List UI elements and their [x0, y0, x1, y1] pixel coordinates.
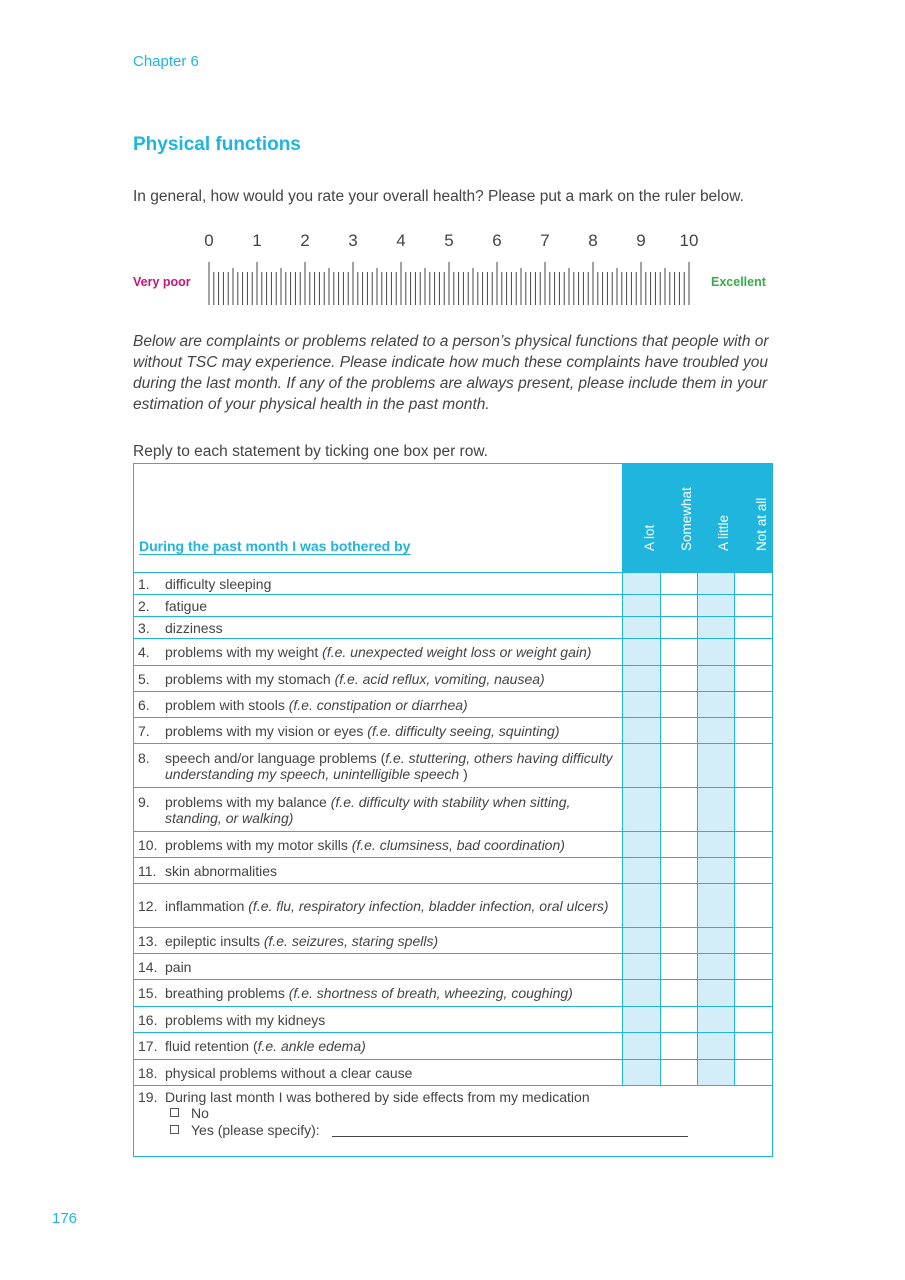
- answer-box-somewhat[interactable]: [661, 744, 698, 788]
- item-text: problem with stools: [165, 696, 289, 713]
- answer-box-a-little[interactable]: [698, 858, 735, 884]
- item-number: 11.: [138, 862, 157, 879]
- answer-box-a-lot[interactable]: [623, 980, 661, 1007]
- answer-box-not-at-all[interactable]: [735, 884, 773, 928]
- item-cell: [134, 639, 623, 666]
- ruler-number: 9: [636, 231, 646, 250]
- item-example: (f.e. unexpected weight loss or weight gain): [322, 644, 592, 660]
- item-text: During last month I was bothered by side effects from my medication: [165, 1089, 590, 1105]
- option-label: Somewhat: [679, 487, 694, 551]
- option-header-somewhat: [661, 464, 698, 573]
- answer-box-somewhat[interactable]: [661, 595, 698, 617]
- item-example: (f.e. seizures, staring spells): [263, 932, 439, 949]
- answer-box-a-lot[interactable]: [623, 1033, 661, 1060]
- item-number: 2.: [138, 597, 150, 614]
- answer-box-a-lot[interactable]: [623, 744, 661, 788]
- answer-box-somewhat[interactable]: [661, 639, 698, 666]
- item-text: problems with my stomach: [165, 670, 335, 687]
- ruler-number: 3: [348, 231, 358, 250]
- item-text: skin abnormalities: [165, 862, 278, 879]
- item-cell: [134, 1007, 623, 1033]
- ruler-number: 7: [540, 231, 550, 250]
- answer-box-somewhat[interactable]: [661, 788, 698, 832]
- answer-box-somewhat[interactable]: [661, 1060, 698, 1086]
- answer-box-not-at-all[interactable]: [735, 928, 773, 954]
- option-no[interactable]: [138, 1105, 768, 1122]
- answer-box-somewhat[interactable]: [661, 954, 698, 980]
- answer-box-a-lot[interactable]: [623, 1060, 661, 1086]
- item-text: fatigue: [165, 597, 208, 614]
- checkbox-icon[interactable]: [170, 1108, 179, 1117]
- item-example: (f.e. difficulty with stability when sitting, standing, or walking): [165, 793, 571, 826]
- answer-box-not-at-all[interactable]: [735, 744, 773, 788]
- answer-box-somewhat[interactable]: [661, 980, 698, 1007]
- item-cell: [134, 858, 623, 884]
- table-row-medication: [134, 1086, 773, 1157]
- answer-box-a-little[interactable]: [698, 617, 735, 639]
- item-cell: [134, 692, 623, 718]
- item-number: 7.: [138, 722, 150, 739]
- answer-box-a-little[interactable]: [698, 1007, 735, 1033]
- item-text: problems with my kidneys: [165, 1011, 326, 1028]
- item-text: problems with my motor skills: [165, 836, 352, 853]
- ruler-number: 2: [300, 231, 310, 250]
- item-cell: [134, 573, 623, 595]
- answer-box-a-little[interactable]: [698, 666, 735, 692]
- table-row: [134, 1060, 773, 1086]
- health-rating-ruler[interactable]: [120, 225, 780, 315]
- answer-box-a-little[interactable]: [698, 692, 735, 718]
- ruler-right-label: Excellent: [711, 275, 766, 289]
- item-text: problems with my balance: [165, 793, 331, 810]
- table-row: [134, 573, 773, 595]
- item-number: 15.: [138, 985, 158, 1001]
- option-header-a-little: [698, 464, 735, 573]
- table-row: [134, 1033, 773, 1060]
- item-example: (f.e. constipation or diarrhea): [288, 696, 468, 713]
- answer-box-a-lot[interactable]: [623, 617, 661, 639]
- answer-box-somewhat[interactable]: [661, 1007, 698, 1033]
- item-number: 6.: [138, 696, 150, 713]
- answer-box-not-at-all[interactable]: [735, 1060, 773, 1086]
- item-cell: [134, 744, 623, 788]
- item-text: inflammation: [165, 897, 249, 914]
- section-title: Physical functions: [133, 134, 301, 155]
- answer-box-not-at-all[interactable]: [735, 617, 773, 639]
- answer-box-a-lot[interactable]: [623, 573, 661, 595]
- answer-box-a-little[interactable]: [698, 718, 735, 744]
- answer-box-a-little[interactable]: [698, 639, 735, 666]
- item-text: physical problems without a clear cause: [165, 1064, 413, 1081]
- item-example: (f.e. flu, respiratory infection, bladder infection, oral ulcers): [248, 897, 609, 914]
- answer-box-not-at-all[interactable]: [735, 832, 773, 858]
- answer-box-a-lot[interactable]: [623, 1007, 661, 1033]
- answer-box-somewhat[interactable]: [661, 858, 698, 884]
- item-text: speech and/or language problems (: [165, 749, 386, 766]
- item-cell: [134, 595, 623, 617]
- item-cell: [134, 954, 623, 980]
- answer-box-a-little[interactable]: [698, 573, 735, 595]
- item-number: 5.: [138, 670, 150, 687]
- answer-box-a-lot[interactable]: [623, 884, 661, 928]
- item-example: (f.e. clumsiness, bad coordination): [351, 836, 565, 853]
- answer-box-a-lot[interactable]: [623, 666, 661, 692]
- answer-box-not-at-all[interactable]: [735, 1007, 773, 1033]
- answer-box-not-at-all[interactable]: [735, 980, 773, 1007]
- ruler-left-label: Very poor: [133, 275, 191, 289]
- item-text: pain: [165, 958, 192, 975]
- item-number: 1.: [138, 575, 150, 592]
- answer-box-not-at-all[interactable]: [735, 1033, 773, 1060]
- item-cell: [134, 884, 623, 928]
- answer-box-a-little[interactable]: [698, 980, 735, 1007]
- item-text: breathing problems: [165, 985, 289, 1001]
- symptom-table: [133, 463, 773, 1157]
- ruler-number: 0: [204, 231, 214, 250]
- chapter-label: Chapter 6: [133, 53, 199, 70]
- intro-paragraph: Below are complaints or problems related to a person’s physical functions that people with or without TSC may experience. Please indicate how much these complaints have troubled you during the last month. If any of the problems are always present, please include them in your estimation of your physical health in the past month.: [133, 333, 769, 413]
- intro-text: [133, 331, 773, 415]
- item-number: 18.: [138, 1064, 158, 1081]
- answer-box-a-little[interactable]: [698, 954, 735, 980]
- answer-box-somewhat[interactable]: [661, 928, 698, 954]
- medication-question-cell: [134, 1086, 773, 1157]
- answer-box-somewhat[interactable]: [661, 666, 698, 692]
- table-row: [134, 617, 773, 639]
- checkbox-icon[interactable]: [170, 1125, 179, 1134]
- item-number: 12.: [138, 897, 158, 914]
- table-row: [134, 639, 773, 666]
- answer-box-a-lot[interactable]: [623, 692, 661, 718]
- answer-box-not-at-all[interactable]: [735, 718, 773, 744]
- item-cell: [134, 666, 623, 692]
- item-text: fluid retention (: [165, 1038, 258, 1054]
- table-row: [134, 788, 773, 832]
- item-cell: [134, 832, 623, 858]
- option-no-label: No: [191, 1105, 209, 1121]
- table-row: [134, 954, 773, 980]
- item-example: (f.e. difficulty seeing, squinting): [367, 722, 560, 739]
- option-header-a-lot: [623, 464, 661, 573]
- answer-box-not-at-all[interactable]: [735, 666, 773, 692]
- option-label: A little: [716, 514, 731, 551]
- answer-box-somewhat[interactable]: [661, 692, 698, 718]
- answer-box-a-lot[interactable]: [623, 595, 661, 617]
- item-example: (f.e. shortness of breath, wheezing, coughing): [288, 985, 573, 1001]
- item-number: 14.: [138, 958, 158, 975]
- item-cell: [134, 980, 623, 1007]
- item-number: 4.: [138, 644, 150, 660]
- answer-box-not-at-all[interactable]: [735, 858, 773, 884]
- item-cell: [134, 1033, 623, 1060]
- option-label: Not at all: [753, 497, 769, 551]
- answer-box-somewhat[interactable]: [661, 884, 698, 928]
- item-number: 10.: [138, 836, 158, 853]
- item-text: dizziness: [165, 619, 223, 636]
- item-number: 8.: [138, 749, 150, 766]
- answer-box-a-lot[interactable]: [623, 928, 661, 954]
- answer-box-a-little[interactable]: [698, 832, 735, 858]
- specify-input-line[interactable]: [332, 1136, 688, 1137]
- ruler-number: 5: [444, 231, 454, 250]
- item-number: 13.: [138, 932, 158, 949]
- answer-box-a-little[interactable]: [698, 788, 735, 832]
- item-example: f.e. ankle edema): [257, 1038, 366, 1054]
- answer-box-not-at-all[interactable]: [735, 573, 773, 595]
- item-number: 19.: [138, 1089, 158, 1105]
- item-cell: [134, 617, 623, 639]
- answer-box-a-lot[interactable]: [623, 832, 661, 858]
- table-row: [134, 692, 773, 718]
- item-text: difficulty sleeping: [165, 575, 272, 592]
- table-row: [134, 1007, 773, 1033]
- answer-box-a-little[interactable]: [698, 1060, 735, 1086]
- table-row: [134, 858, 773, 884]
- table-row: [134, 980, 773, 1007]
- item-cell: [134, 718, 623, 744]
- answer-box-a-lot[interactable]: [623, 718, 661, 744]
- overall-health-question: In general, how would you rate your overall health? Please put a mark on the ruler below.: [133, 188, 744, 205]
- page-number: 176: [52, 1210, 78, 1227]
- item-number: 9.: [138, 793, 150, 810]
- item-number: 16.: [138, 1011, 158, 1028]
- item-example: (f.e. acid reflux, vomiting, nausea): [334, 670, 545, 687]
- table-header-text: During the past month I was bothered by: [139, 538, 411, 554]
- reply-instruction: Reply to each statement by ticking one box per row.: [133, 443, 488, 460]
- answer-box-not-at-all[interactable]: [735, 788, 773, 832]
- table-row: [134, 928, 773, 954]
- item-tail: ): [459, 765, 468, 782]
- answer-box-a-lot[interactable]: [623, 954, 661, 980]
- item-text: problems with my weight: [165, 644, 323, 660]
- answer-box-somewhat[interactable]: [661, 617, 698, 639]
- item-text: problems with my vision or eyes: [165, 722, 368, 739]
- answer-box-not-at-all[interactable]: [735, 954, 773, 980]
- ruler-number: 1: [252, 231, 262, 250]
- answer-box-a-little[interactable]: [698, 1033, 735, 1060]
- table-row: [134, 718, 773, 744]
- ruler-number: 4: [396, 231, 406, 250]
- answer-box-a-little[interactable]: [698, 928, 735, 954]
- ruler-number: 10: [679, 231, 699, 250]
- answer-box-a-little[interactable]: [698, 595, 735, 617]
- table-row: [134, 884, 773, 928]
- item-text: epileptic insults: [165, 932, 264, 949]
- table-row: [134, 832, 773, 858]
- answer-box-somewhat[interactable]: [661, 1033, 698, 1060]
- answer-box-a-little[interactable]: [698, 884, 735, 928]
- answer-box-somewhat[interactable]: [661, 573, 698, 595]
- answer-box-a-little[interactable]: [698, 744, 735, 788]
- option-label: A lot: [641, 524, 657, 551]
- option-header-not-at-all: [735, 464, 773, 573]
- answer-box-not-at-all[interactable]: [735, 639, 773, 666]
- answer-box-a-lot[interactable]: [623, 858, 661, 884]
- answer-box-somewhat[interactable]: [661, 832, 698, 858]
- ruler-ticks: [209, 262, 689, 305]
- option-yes-label: Yes (please specify):: [191, 1122, 320, 1138]
- item-cell: [134, 928, 623, 954]
- item-cell: [134, 788, 623, 832]
- ruler-number: 8: [588, 231, 598, 250]
- table-row: [134, 744, 773, 788]
- table-row: [134, 595, 773, 617]
- ruler-number: 6: [492, 231, 502, 250]
- answer-box-not-at-all[interactable]: [735, 692, 773, 718]
- answer-box-a-lot[interactable]: [623, 788, 661, 832]
- table-row: [134, 666, 773, 692]
- answer-box-somewhat[interactable]: [661, 718, 698, 744]
- table-question-header: [134, 464, 623, 573]
- answer-box-not-at-all[interactable]: [735, 595, 773, 617]
- item-cell: [134, 1060, 623, 1086]
- item-example: f.e. stuttering, others having difficulty understanding my speech, unintelligible speech: [165, 749, 613, 782]
- table-header-row: [134, 464, 773, 573]
- ruler-numbers: [204, 231, 698, 250]
- option-yes[interactable]: [138, 1122, 768, 1139]
- answer-box-a-lot[interactable]: [623, 639, 661, 666]
- item-number: 3.: [138, 619, 150, 636]
- item-number: 17.: [138, 1038, 158, 1054]
